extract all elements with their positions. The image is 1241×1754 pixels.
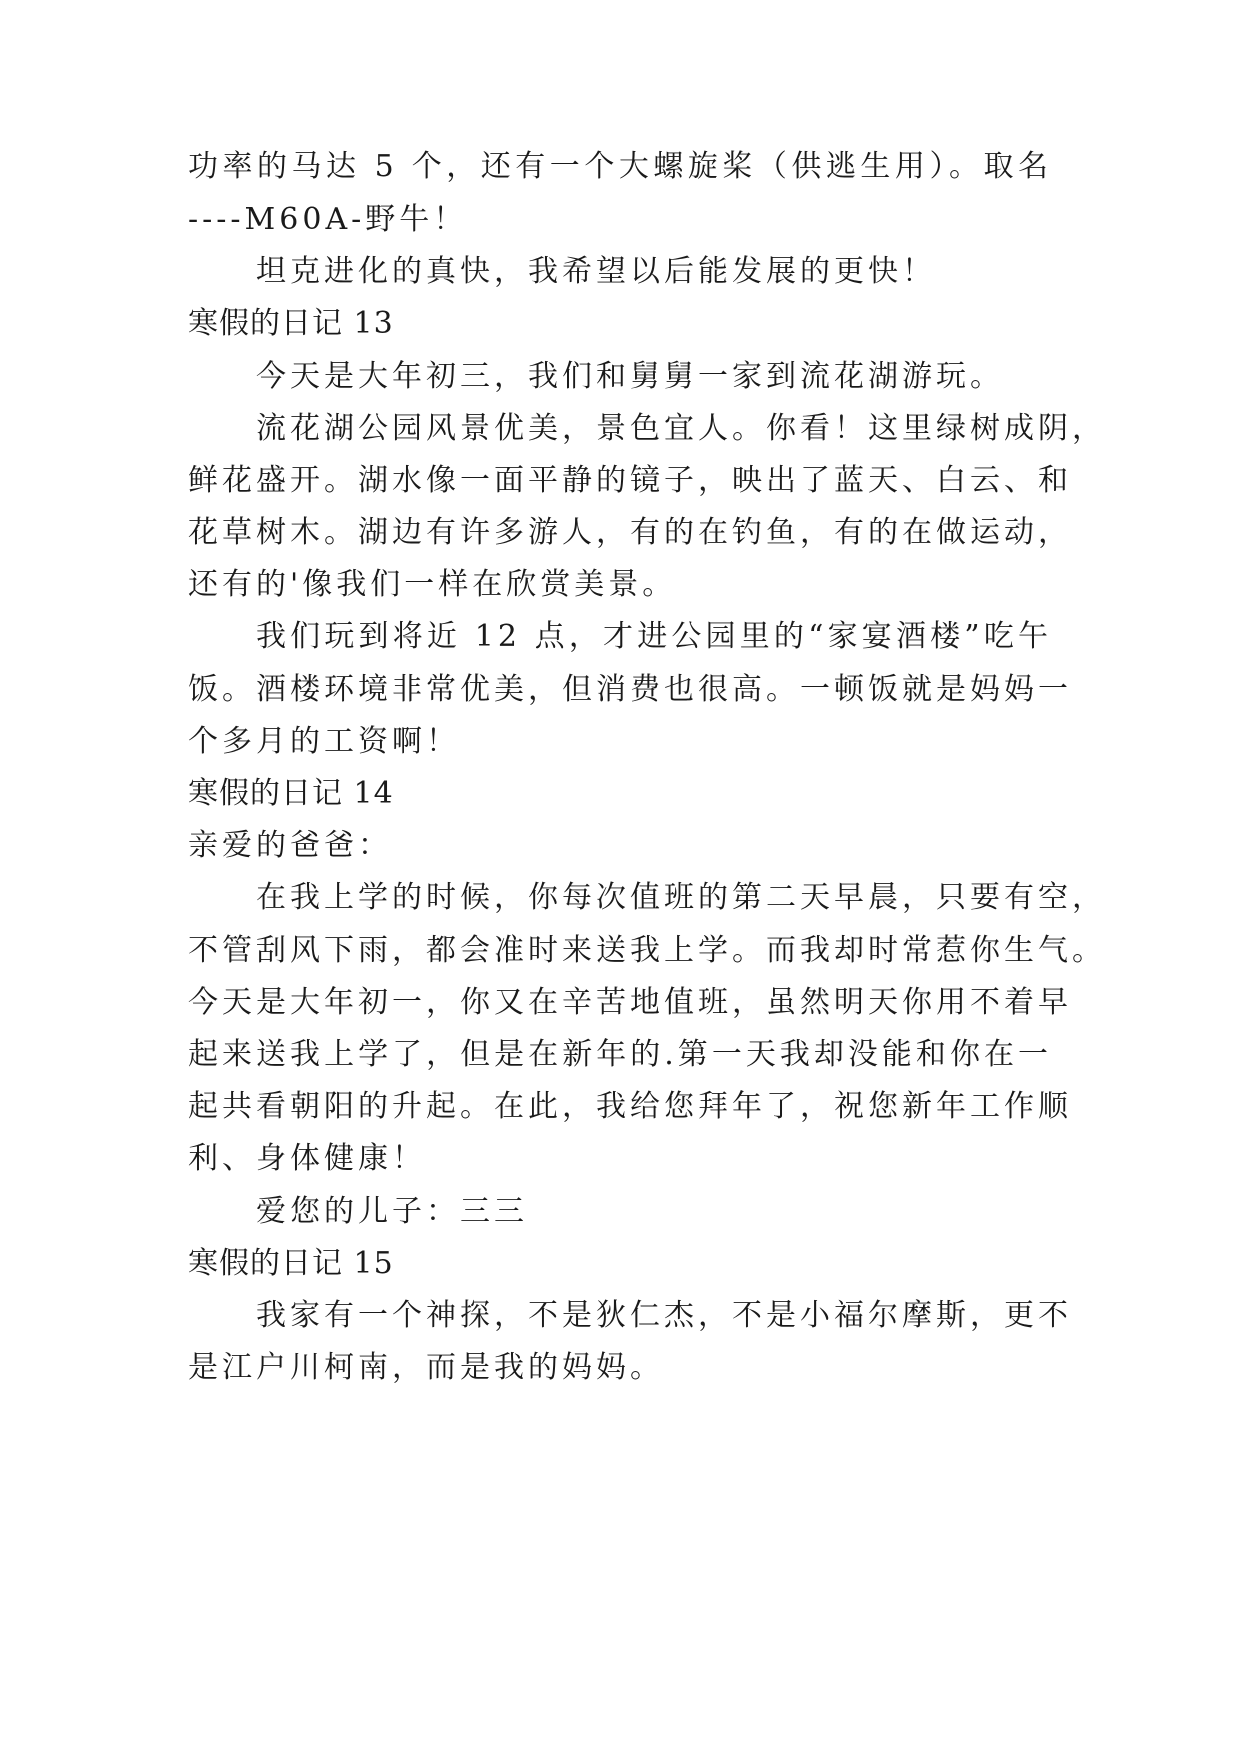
paragraph-line: 今天是大年初三，我们和舅舅一家到流花湖游玩。 xyxy=(256,359,1004,394)
paragraph-line: 我家有一个神探，不是狄仁杰，不是小福尔摩斯，更不 xyxy=(256,1298,1072,1333)
paragraph-line: 功率的马达 5 个，还有一个大螺旋桨（供逃生用）。取名 xyxy=(188,149,1052,184)
diary-heading-14: 寒假的日记 14 xyxy=(188,776,394,811)
letter-signature: 爱您的儿子：三三 xyxy=(256,1194,528,1229)
paragraph-line: 我们玩到将近 12 点，才进公园里的“家宴酒楼”吃午 xyxy=(256,619,1052,654)
paragraph-line: ----M60A-野牛！ xyxy=(188,202,468,237)
paragraph-line: 鲜花盛开。湖水像一面平静的镜子，映出了蓝天、白云、和 xyxy=(188,463,1072,498)
paragraph-line: 饭。酒楼环境非常优美，但消费也很高。一顿饭就是妈妈一 xyxy=(188,672,1072,707)
paragraph-line: 利、身体健康！ xyxy=(188,1141,426,1176)
paragraph-line: 在我上学的时候，你每次值班的第二天早晨，只要有空， xyxy=(256,880,1106,915)
paragraph-line: 起来送我上学了，但是在新年的.第一天我却没能和你在一 xyxy=(188,1037,1052,1072)
diary-heading-13: 寒假的日记 13 xyxy=(188,306,394,341)
paragraph-line: 花草树木。湖边有许多游人，有的在钓鱼，有的在做运动， xyxy=(188,515,1072,550)
paragraph-line: 流花湖公园风景优美，景色宜人。你看！这里绿树成阴， xyxy=(256,411,1106,446)
paragraph-line: 今天是大年初一，你又在辛苦地值班，虽然明天你用不着早 xyxy=(188,985,1072,1020)
paragraph-line: 起共看朝阳的升起。在此，我给您拜年了，祝您新年工作顺 xyxy=(188,1089,1072,1124)
diary-heading-15: 寒假的日记 15 xyxy=(188,1246,394,1281)
paragraph-line: 坦克进化的真快，我希望以后能发展的更快！ xyxy=(256,254,936,289)
letter-salutation: 亲爱的爸爸： xyxy=(188,828,392,863)
paragraph-line: 个多月的工资啊！ xyxy=(188,724,460,759)
paragraph-line: 是江户川柯南，而是我的妈妈。 xyxy=(188,1350,664,1385)
paragraph-line: 还有的'像我们一样在欣赏美景。 xyxy=(188,567,677,602)
paragraph-line: 不管刮风下雨，都会准时来送我上学。而我却时常惹你生气。 xyxy=(188,933,1106,968)
